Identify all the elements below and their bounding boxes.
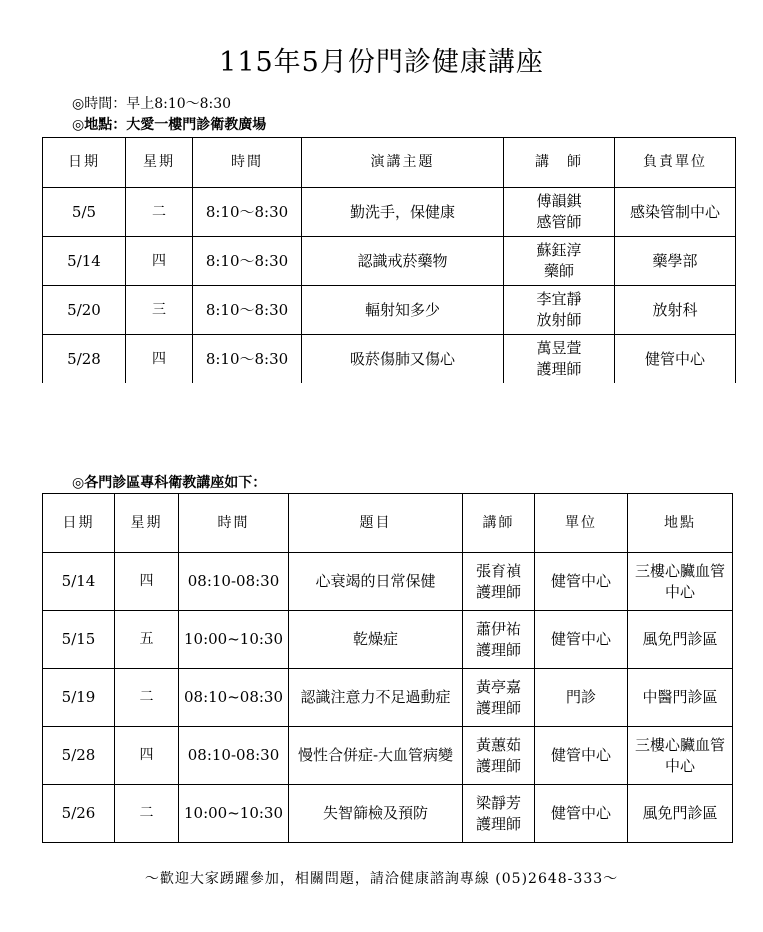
table-row <box>43 727 733 785</box>
cell-unit: 健管中心 <box>535 785 628 843</box>
header-speaker: 講師 <box>463 494 535 553</box>
header-unit: 單位 <box>535 494 628 553</box>
cell-speaker <box>504 286 615 335</box>
cell-weekday: 二 <box>115 669 179 727</box>
cell-unit: 健管中心 <box>615 335 736 384</box>
speaker-name: 梁靜芳 <box>475 793 521 812</box>
cell-time: 8:10～8:30 <box>193 335 302 384</box>
table-row <box>43 335 736 384</box>
table-row <box>43 237 736 286</box>
speaker-name: 萬昱萱 <box>536 339 582 357</box>
cell-date: 5/19 <box>43 669 115 727</box>
table-header-row <box>43 494 733 553</box>
cell-weekday: 四 <box>115 727 179 785</box>
speaker-name: 蘇鈺淳 <box>536 241 582 259</box>
header-unit: 負責單位 <box>615 138 736 188</box>
cell-time: 8:10～8:30 <box>193 237 302 286</box>
header-time: 時間 <box>179 494 289 553</box>
cell-speaker <box>463 727 535 785</box>
header-topic: 題目 <box>289 494 463 553</box>
cell-unit: 健管中心 <box>535 611 628 669</box>
table-row <box>43 188 736 237</box>
cell-topic: 認識注意力不足過動症 <box>289 669 463 727</box>
cell-time: 08:10-08:30 <box>179 727 289 785</box>
cell-time: 10:00~10:30 <box>179 611 289 669</box>
table-row <box>43 669 733 727</box>
cell-topic: 輻射知多少 <box>302 286 504 335</box>
cell-speaker <box>504 335 615 384</box>
cell-date: 5/14 <box>43 553 115 611</box>
table-row <box>43 785 733 843</box>
cell-topic: 慢性合併症-大血管病變 <box>289 727 463 785</box>
speaker-title: 放射師 <box>536 311 582 329</box>
cell-date: 5/5 <box>43 188 126 237</box>
cell-weekday: 二 <box>115 785 179 843</box>
speaker-title: 護理師 <box>475 756 521 775</box>
cell-weekday: 三 <box>126 286 193 335</box>
cell-topic: 心衰竭的日常保健 <box>289 553 463 611</box>
cell-time: 8:10～8:30 <box>193 188 302 237</box>
cell-time: 10:00~10:30 <box>179 785 289 843</box>
header-weekday: 星期 <box>126 138 193 188</box>
cell-topic: 失智篩檢及預防 <box>289 785 463 843</box>
speaker-title: 護理師 <box>475 698 521 717</box>
header-speaker: 講 師 <box>504 138 615 188</box>
cell-unit: 健管中心 <box>535 727 628 785</box>
cell-speaker <box>504 237 615 286</box>
cell-topic: 乾燥症 <box>289 611 463 669</box>
cell-date: 5/20 <box>43 286 126 335</box>
speaker-name: 黃蕙茹 <box>475 735 521 754</box>
section2-heading: ◎各門診區專科衛教講座如下： <box>72 475 267 491</box>
cell-time: 8:10～8:30 <box>193 286 302 335</box>
cell-date: 5/28 <box>43 727 115 785</box>
cell-speaker <box>463 553 535 611</box>
header-weekday: 星期 <box>115 494 179 553</box>
cell-date: 5/28 <box>43 335 126 384</box>
cell-speaker <box>504 188 615 237</box>
speaker-name: 蕭伊祐 <box>475 619 521 638</box>
cell-unit: 放射科 <box>615 286 736 335</box>
time-info: ◎時間：早上8:10～8:30 <box>72 96 232 112</box>
cell-weekday: 四 <box>115 553 179 611</box>
cell-speaker <box>463 611 535 669</box>
cell-time: 08:10-08:30 <box>179 553 289 611</box>
cell-date: 5/14 <box>43 237 126 286</box>
header-time: 時間 <box>193 138 302 188</box>
speaker-name: 黃亭嘉 <box>475 677 521 696</box>
header-topic: 演講主題 <box>302 138 504 188</box>
cell-place: 三樓心臟血管中心 <box>628 727 733 785</box>
speaker-name: 李宜靜 <box>536 290 582 308</box>
speaker-name: 傅韻錤 <box>536 192 582 210</box>
cell-speaker <box>463 785 535 843</box>
speaker-title: 藥師 <box>543 262 574 280</box>
page-title: 115年5月份門診健康講座 <box>219 47 544 78</box>
cell-unit: 感染管制中心 <box>615 188 736 237</box>
cell-place: 三樓心臟血管中心 <box>628 553 733 611</box>
speaker-title: 護理師 <box>475 814 521 833</box>
table-row <box>43 286 736 335</box>
header-date: 日期 <box>43 138 126 188</box>
cell-unit: 門診 <box>535 669 628 727</box>
cell-weekday: 二 <box>126 188 193 237</box>
cell-unit: 藥學部 <box>615 237 736 286</box>
cell-weekday: 五 <box>115 611 179 669</box>
speaker-name: 張育禎 <box>475 561 521 580</box>
speaker-title: 護理師 <box>475 640 521 659</box>
cell-date: 5/26 <box>43 785 115 843</box>
cell-date: 5/15 <box>43 611 115 669</box>
cell-time: 08:10~08:30 <box>179 669 289 727</box>
location-info: ◎地點：大愛一樓門診衛教廣場 <box>72 117 267 133</box>
header-date: 日期 <box>43 494 115 553</box>
cell-topic: 認識戒菸藥物 <box>302 237 504 286</box>
cell-unit: 健管中心 <box>535 553 628 611</box>
cell-weekday: 四 <box>126 237 193 286</box>
cell-place: 風免門診區 <box>628 611 733 669</box>
cell-place: 風免門診區 <box>628 785 733 843</box>
lecture-schedule-table <box>42 137 736 383</box>
cell-speaker <box>463 669 535 727</box>
table-row <box>43 553 733 611</box>
speaker-title: 護理師 <box>475 582 521 601</box>
cell-weekday: 四 <box>126 335 193 384</box>
header-place: 地點 <box>628 494 733 553</box>
clinic-lecture-table <box>42 493 733 843</box>
cell-topic: 勤洗手，保健康 <box>302 188 504 237</box>
cell-topic: 吸菸傷肺又傷心 <box>302 335 504 384</box>
cell-place: 中醫門診區 <box>628 669 733 727</box>
speaker-title: 感管師 <box>536 213 582 231</box>
table-header-row <box>43 138 736 188</box>
footer-contact-note: ～歡迎大家踴躍參加，相關問題，請洽健康諮詢專線 (05)2648-333～ <box>144 871 619 887</box>
table-row <box>43 611 733 669</box>
speaker-title: 護理師 <box>536 360 582 378</box>
